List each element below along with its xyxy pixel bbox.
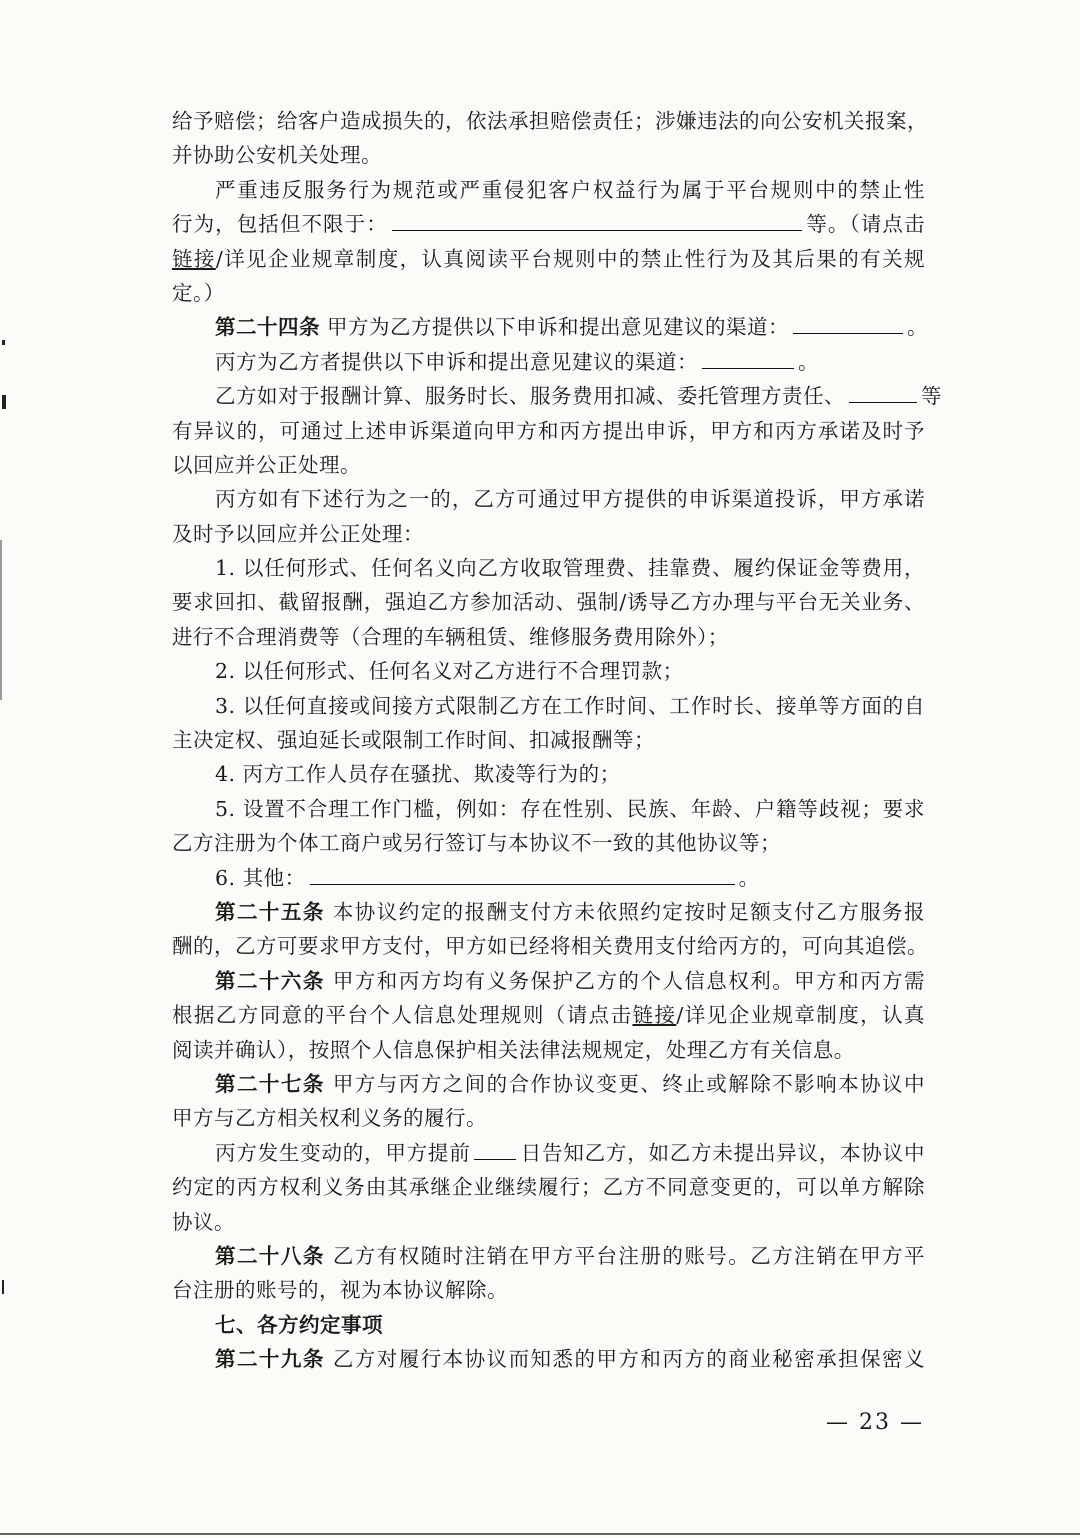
line-text: 2. 以任何形式、任何名义对乙方进行不合理罚款； (215, 659, 684, 684)
text-line (172, 242, 925, 276)
line-text: 3. 以任何直接或间接方式限制乙方在工作时间、工作时长、接单等方面的自 (215, 693, 925, 718)
text-line (172, 929, 928, 963)
text-line (172, 689, 925, 723)
line-text: 等 (921, 384, 942, 409)
line-text: 甲方与丙方之间的合作协议变更、终止或解除不影响本协议中 (324, 1071, 926, 1096)
line-text: 主决定权、强迫延长或限制工作时间、扣减报酬等； (172, 728, 655, 753)
line-text: 乙方注册为个体工商户或另行签订与本协议不一致的其他协议等； (172, 831, 781, 856)
line-text: 。 (907, 315, 929, 340)
line-text: 6. 其他： (215, 865, 306, 890)
text-line (172, 345, 925, 379)
line-text: 甲方和丙方均有义务保护乙方的个人信息权利。甲方和丙方需 (324, 968, 926, 993)
text-line (172, 104, 928, 138)
fill-in-blank (702, 346, 794, 369)
fill-in-blank (474, 1137, 516, 1160)
line-text: 。 (738, 865, 760, 890)
line-text: 乙方有权随时注销在甲方平台注册的账号。乙方注销在甲方平 (324, 1243, 926, 1268)
text-line (172, 1067, 925, 1101)
line-text: 甲方与乙方相关权利义务的履行。 (172, 1106, 487, 1131)
text-line (172, 551, 925, 585)
line-text: 约定的丙方权利义务由其承继企业继续履行；乙方不同意变更的，可以单方解除 (172, 1175, 925, 1200)
text-line (172, 1308, 925, 1342)
text-line (172, 1170, 925, 1204)
fill-in-blank (793, 311, 903, 334)
text-line (172, 757, 925, 791)
line-text: 台注册的账号的，视为本协议解除。 (172, 1278, 508, 1303)
scan-mark (0, 540, 2, 700)
line-text: 甲方为乙方提供以下申诉和提出意见建议的渠道： (320, 315, 790, 340)
scan-mark (2, 1280, 4, 1294)
article-heading: 七、各方约定事项 (215, 1312, 383, 1337)
text-line (172, 173, 925, 207)
line-text: 酬的，乙方可要求甲方支付，甲方如已经将相关费用支付给丙方的，可向其追偿。 (172, 934, 928, 959)
line-text: 协议。 (172, 1209, 235, 1234)
line-text: 乙方如对于报酬计算、服务时长、服务费用扣减、委托管理方责任、 (215, 384, 845, 409)
line-text: 丙方发生变动的，甲方提前 (215, 1140, 471, 1165)
line-text: 要求回扣、截留报酬，强迫乙方参加活动、强制/诱导乙方办理与平台无关业务、 (172, 590, 925, 615)
line-text: 给予赔偿；给客户造成损失的，依法承担赔偿责任；涉嫌违法的向公安机关报案， (172, 109, 928, 133)
article-heading: 第二十九条 (215, 1347, 325, 1372)
scan-mark (2, 340, 5, 345)
link-text[interactable]: 链接 (632, 1003, 677, 1028)
line-text: 4. 丙方工作人员存在骚扰、欺凌等行为的； (215, 762, 621, 787)
article-heading: 第二十五条 (215, 899, 325, 924)
text-line (172, 654, 925, 688)
line-text: 有异议的，可通过上述申诉渠道向甲方和丙方提出申诉，甲方和丙方承诺及时予 (172, 418, 925, 443)
text-line (172, 1101, 925, 1135)
line-text: 行为，包括但不限于： (172, 212, 388, 237)
line-text: 本协议约定的报酬支付方未依照约定按时足额支付乙方服务报 (324, 899, 926, 924)
line-text: 1. 以任何形式、任何名义向乙方收取管理费、挂靠费、履约保证金等费用， (215, 556, 925, 581)
page-edge (0, 1533, 1080, 1535)
text-line (172, 964, 925, 998)
text-line (172, 482, 925, 516)
line-text: 丙方为乙方者提供以下申诉和提出意见建议的渠道： (215, 349, 698, 374)
line-text: 乙方对履行本协议而知悉的甲方和丙方的商业秘密承担保密义 (324, 1347, 926, 1372)
line-text: 等。（请点击 (805, 212, 925, 237)
text-line (172, 792, 925, 826)
text-line (172, 207, 925, 241)
document-body (172, 104, 942, 1376)
text-line (172, 138, 925, 172)
text-line (172, 826, 925, 860)
text-line (172, 1273, 925, 1307)
line-text: /详见企业规章制度，认真 (676, 1003, 926, 1028)
text-line (172, 517, 925, 551)
line-text: 并协助公安机关处理。 (172, 143, 382, 168)
text-line (172, 276, 925, 310)
text-line (172, 1205, 925, 1239)
line-text: 及时予以回应并公正处理： (172, 521, 424, 546)
line-text: 。 (798, 349, 819, 374)
article-heading: 第二十六条 (215, 968, 325, 993)
line-text: 日告知乙方，如乙方未提出异议，本协议中 (520, 1140, 925, 1165)
line-text: 根据乙方同意的平台个人信息处理规则（请点击 (172, 1003, 633, 1028)
text-line (172, 448, 925, 482)
line-text: 严重违反服务行为规范或严重侵犯客户权益行为属于平台规则中的禁止性 (215, 177, 925, 202)
text-line (172, 1239, 925, 1273)
text-line (172, 723, 925, 757)
fill-in-blank (310, 862, 735, 885)
line-text: 定。） (172, 280, 225, 305)
text-line (172, 1033, 925, 1067)
line-text: 以回应并公正处理。 (172, 452, 361, 477)
line-text: 进行不合理消费等（合理的车辆租赁、维修服务费用除外）； (172, 624, 729, 649)
line-text: /详见企业规章制度，认真阅读平台规则中的禁止性行为及其后果的有关规 (215, 246, 925, 271)
text-line (172, 414, 925, 448)
fill-in-blank (392, 208, 802, 231)
text-line (172, 379, 942, 413)
text-line (172, 1136, 925, 1170)
article-heading: 第二十七条 (215, 1071, 325, 1096)
line-text: 阅读并确认），按照个人信息保护相关法律法规规定，处理乙方有关信息。 (172, 1037, 855, 1062)
text-line (172, 861, 925, 895)
text-line (172, 998, 925, 1032)
fill-in-blank (849, 380, 917, 403)
article-heading: 第二十四条 (215, 315, 320, 340)
link-text[interactable]: 链接 (172, 246, 216, 271)
text-line (172, 895, 925, 929)
text-line (172, 620, 925, 654)
line-text: 5. 设置不合理工作门槛，例如：存在性别、民族、年龄、户籍等歧视；要求 (215, 796, 925, 821)
text-line (172, 1342, 925, 1376)
line-text: 丙方如有下述行为之一的，乙方可通过甲方提供的申诉渠道投诉，甲方承诺 (215, 487, 925, 512)
scan-mark (2, 395, 6, 409)
text-line (172, 310, 929, 344)
text-line (172, 585, 925, 619)
page-number: — 23 — (826, 1410, 924, 1435)
article-heading: 第二十八条 (215, 1243, 325, 1268)
